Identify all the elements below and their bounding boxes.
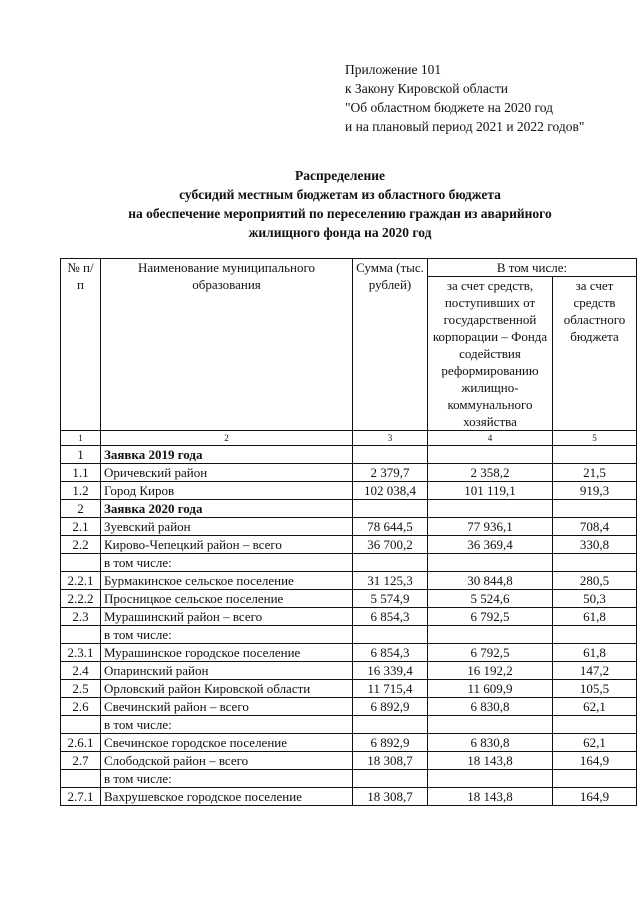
row-fund-amount: 6 792,5 <box>428 644 553 662</box>
header-fund: за счет средств, поступивших от государственной корпорации – Фонда содействия реформированию жилищно-коммунального хозяйства <box>428 277 553 431</box>
row-name: Слободской район – всего <box>101 752 353 770</box>
row-regional-amount: 62,1 <box>553 698 637 716</box>
row-name: Орловский район Кировской области <box>101 680 353 698</box>
row-name: Зуевский район <box>101 518 353 536</box>
row-sum: 11 715,4 <box>353 680 428 698</box>
row-sum <box>353 500 428 518</box>
row-sum <box>353 554 428 572</box>
appendix-line: к Закону Кировской области <box>345 81 509 96</box>
row-number: 2.2.1 <box>61 572 101 590</box>
table-row <box>61 770 637 788</box>
document-title <box>60 166 620 242</box>
table-row <box>61 662 637 680</box>
row-sum: 2 379,7 <box>353 464 428 482</box>
row-fund-amount <box>428 626 553 644</box>
row-regional-amount: 708,4 <box>553 518 637 536</box>
header-including: В том числе: <box>428 259 637 277</box>
column-number: 1 <box>61 431 101 446</box>
row-name: Мурашинский район – всего <box>101 608 353 626</box>
row-number: 2.3 <box>61 608 101 626</box>
table-row <box>61 500 637 518</box>
row-fund-amount: 18 143,8 <box>428 788 553 806</box>
row-name: Вахрушевское городское поселение <box>101 788 353 806</box>
table-row <box>61 734 637 752</box>
row-sum: 5 574,9 <box>353 590 428 608</box>
row-name: в том числе: <box>101 770 353 788</box>
row-sum: 102 038,4 <box>353 482 428 500</box>
title-line: субсидий местным бюджетам из областного бюджета <box>179 187 501 202</box>
row-regional-amount: 50,3 <box>553 590 637 608</box>
row-number: 1.2 <box>61 482 101 500</box>
title-line: на обеспечение мероприятий по переселению граждан из аварийного <box>128 206 552 221</box>
row-regional-amount <box>553 716 637 734</box>
row-name: Свечинское городское поселение <box>101 734 353 752</box>
column-number: 5 <box>553 431 637 446</box>
row-number: 2.3.1 <box>61 644 101 662</box>
row-fund-amount: 11 609,9 <box>428 680 553 698</box>
row-name: Заявка 2019 года <box>101 446 353 464</box>
row-fund-amount: 2 358,2 <box>428 464 553 482</box>
row-sum: 6 854,3 <box>353 608 428 626</box>
header-name: Наименование муниципального образования <box>101 259 353 431</box>
column-number: 4 <box>428 431 553 446</box>
table-row <box>61 464 637 482</box>
row-fund-amount <box>428 716 553 734</box>
row-sum: 16 339,4 <box>353 662 428 680</box>
column-number: 2 <box>101 431 353 446</box>
table-row <box>61 554 637 572</box>
row-number: 2.4 <box>61 662 101 680</box>
row-number: 2 <box>61 500 101 518</box>
row-sum: 18 308,7 <box>353 752 428 770</box>
row-fund-amount: 6 792,5 <box>428 608 553 626</box>
row-fund-amount <box>428 554 553 572</box>
row-number: 2.2 <box>61 536 101 554</box>
row-regional-amount <box>553 626 637 644</box>
row-number: 2.6 <box>61 698 101 716</box>
column-numbers-row <box>61 431 637 446</box>
header-regional: за счет средств областного бюджета <box>553 277 637 431</box>
table-row <box>61 518 637 536</box>
row-sum: 6 892,9 <box>353 698 428 716</box>
table-row <box>61 572 637 590</box>
table-body <box>61 446 637 806</box>
header-sum: Сумма (тыс. рублей) <box>353 259 428 431</box>
row-regional-amount: 61,8 <box>553 608 637 626</box>
row-name: Просницкое сельское поселение <box>101 590 353 608</box>
row-name: в том числе: <box>101 554 353 572</box>
row-regional-amount <box>553 500 637 518</box>
row-regional-amount: 164,9 <box>553 788 637 806</box>
row-number <box>61 554 101 572</box>
row-sum: 6 854,3 <box>353 644 428 662</box>
header-num: № п/п <box>61 259 101 431</box>
column-number: 3 <box>353 431 428 446</box>
row-fund-amount: 101 119,1 <box>428 482 553 500</box>
row-fund-amount: 6 830,8 <box>428 698 553 716</box>
appendix-line: и на плановый период 2021 и 2022 годов" <box>345 119 585 134</box>
title-line: жилищного фонда на 2020 год <box>248 225 432 240</box>
row-number: 2.6.1 <box>61 734 101 752</box>
row-regional-amount: 21,5 <box>553 464 637 482</box>
table-row <box>61 716 637 734</box>
row-regional-amount <box>553 770 637 788</box>
appendix-reference <box>345 60 584 136</box>
row-number <box>61 716 101 734</box>
row-sum <box>353 626 428 644</box>
row-number: 2.5 <box>61 680 101 698</box>
row-name: Город Киров <box>101 482 353 500</box>
row-regional-amount: 330,8 <box>553 536 637 554</box>
row-fund-amount: 6 830,8 <box>428 734 553 752</box>
table-row <box>61 590 637 608</box>
row-fund-amount: 18 143,8 <box>428 752 553 770</box>
table-row <box>61 680 637 698</box>
row-fund-amount <box>428 770 553 788</box>
row-sum: 31 125,3 <box>353 572 428 590</box>
row-fund-amount: 16 192,2 <box>428 662 553 680</box>
row-sum: 36 700,2 <box>353 536 428 554</box>
row-regional-amount <box>553 446 637 464</box>
row-number <box>61 770 101 788</box>
subsidy-table <box>60 258 637 806</box>
row-sum: 18 308,7 <box>353 788 428 806</box>
row-sum: 6 892,9 <box>353 734 428 752</box>
row-regional-amount: 919,3 <box>553 482 637 500</box>
row-regional-amount <box>553 554 637 572</box>
row-name: Заявка 2020 года <box>101 500 353 518</box>
row-name: в том числе: <box>101 626 353 644</box>
row-regional-amount: 164,9 <box>553 752 637 770</box>
row-sum <box>353 446 428 464</box>
row-fund-amount <box>428 446 553 464</box>
row-name: Мурашинское городское поселение <box>101 644 353 662</box>
row-name: в том числе: <box>101 716 353 734</box>
table-row <box>61 752 637 770</box>
appendix-line: "Об областном бюджете на 2020 год <box>345 100 553 115</box>
row-fund-amount: 30 844,8 <box>428 572 553 590</box>
row-regional-amount: 62,1 <box>553 734 637 752</box>
table-row <box>61 626 637 644</box>
table-row <box>61 482 637 500</box>
row-name: Бурмакинское сельское поселение <box>101 572 353 590</box>
row-number: 2.1 <box>61 518 101 536</box>
row-sum <box>353 716 428 734</box>
row-name: Свечинский район – всего <box>101 698 353 716</box>
table-row <box>61 644 637 662</box>
table-row <box>61 698 637 716</box>
row-regional-amount: 105,5 <box>553 680 637 698</box>
row-fund-amount: 77 936,1 <box>428 518 553 536</box>
title-line: Распределение <box>294 168 386 183</box>
row-name: Кирово-Чепецкий район – всего <box>101 536 353 554</box>
row-number <box>61 626 101 644</box>
row-fund-amount: 5 524,6 <box>428 590 553 608</box>
row-name: Оричевский район <box>101 464 353 482</box>
row-sum <box>353 770 428 788</box>
row-regional-amount: 147,2 <box>553 662 637 680</box>
row-name: Опаринский район <box>101 662 353 680</box>
row-number: 2.2.2 <box>61 590 101 608</box>
appendix-line: Приложение 101 <box>345 62 442 77</box>
row-number: 1.1 <box>61 464 101 482</box>
row-sum: 78 644,5 <box>353 518 428 536</box>
row-number: 1 <box>61 446 101 464</box>
row-fund-amount: 36 369,4 <box>428 536 553 554</box>
table-row <box>61 536 637 554</box>
row-fund-amount <box>428 500 553 518</box>
table-row <box>61 608 637 626</box>
row-regional-amount: 280,5 <box>553 572 637 590</box>
row-number: 2.7 <box>61 752 101 770</box>
row-number: 2.7.1 <box>61 788 101 806</box>
row-regional-amount: 61,8 <box>553 644 637 662</box>
table-row <box>61 446 637 464</box>
table-row <box>61 788 637 806</box>
